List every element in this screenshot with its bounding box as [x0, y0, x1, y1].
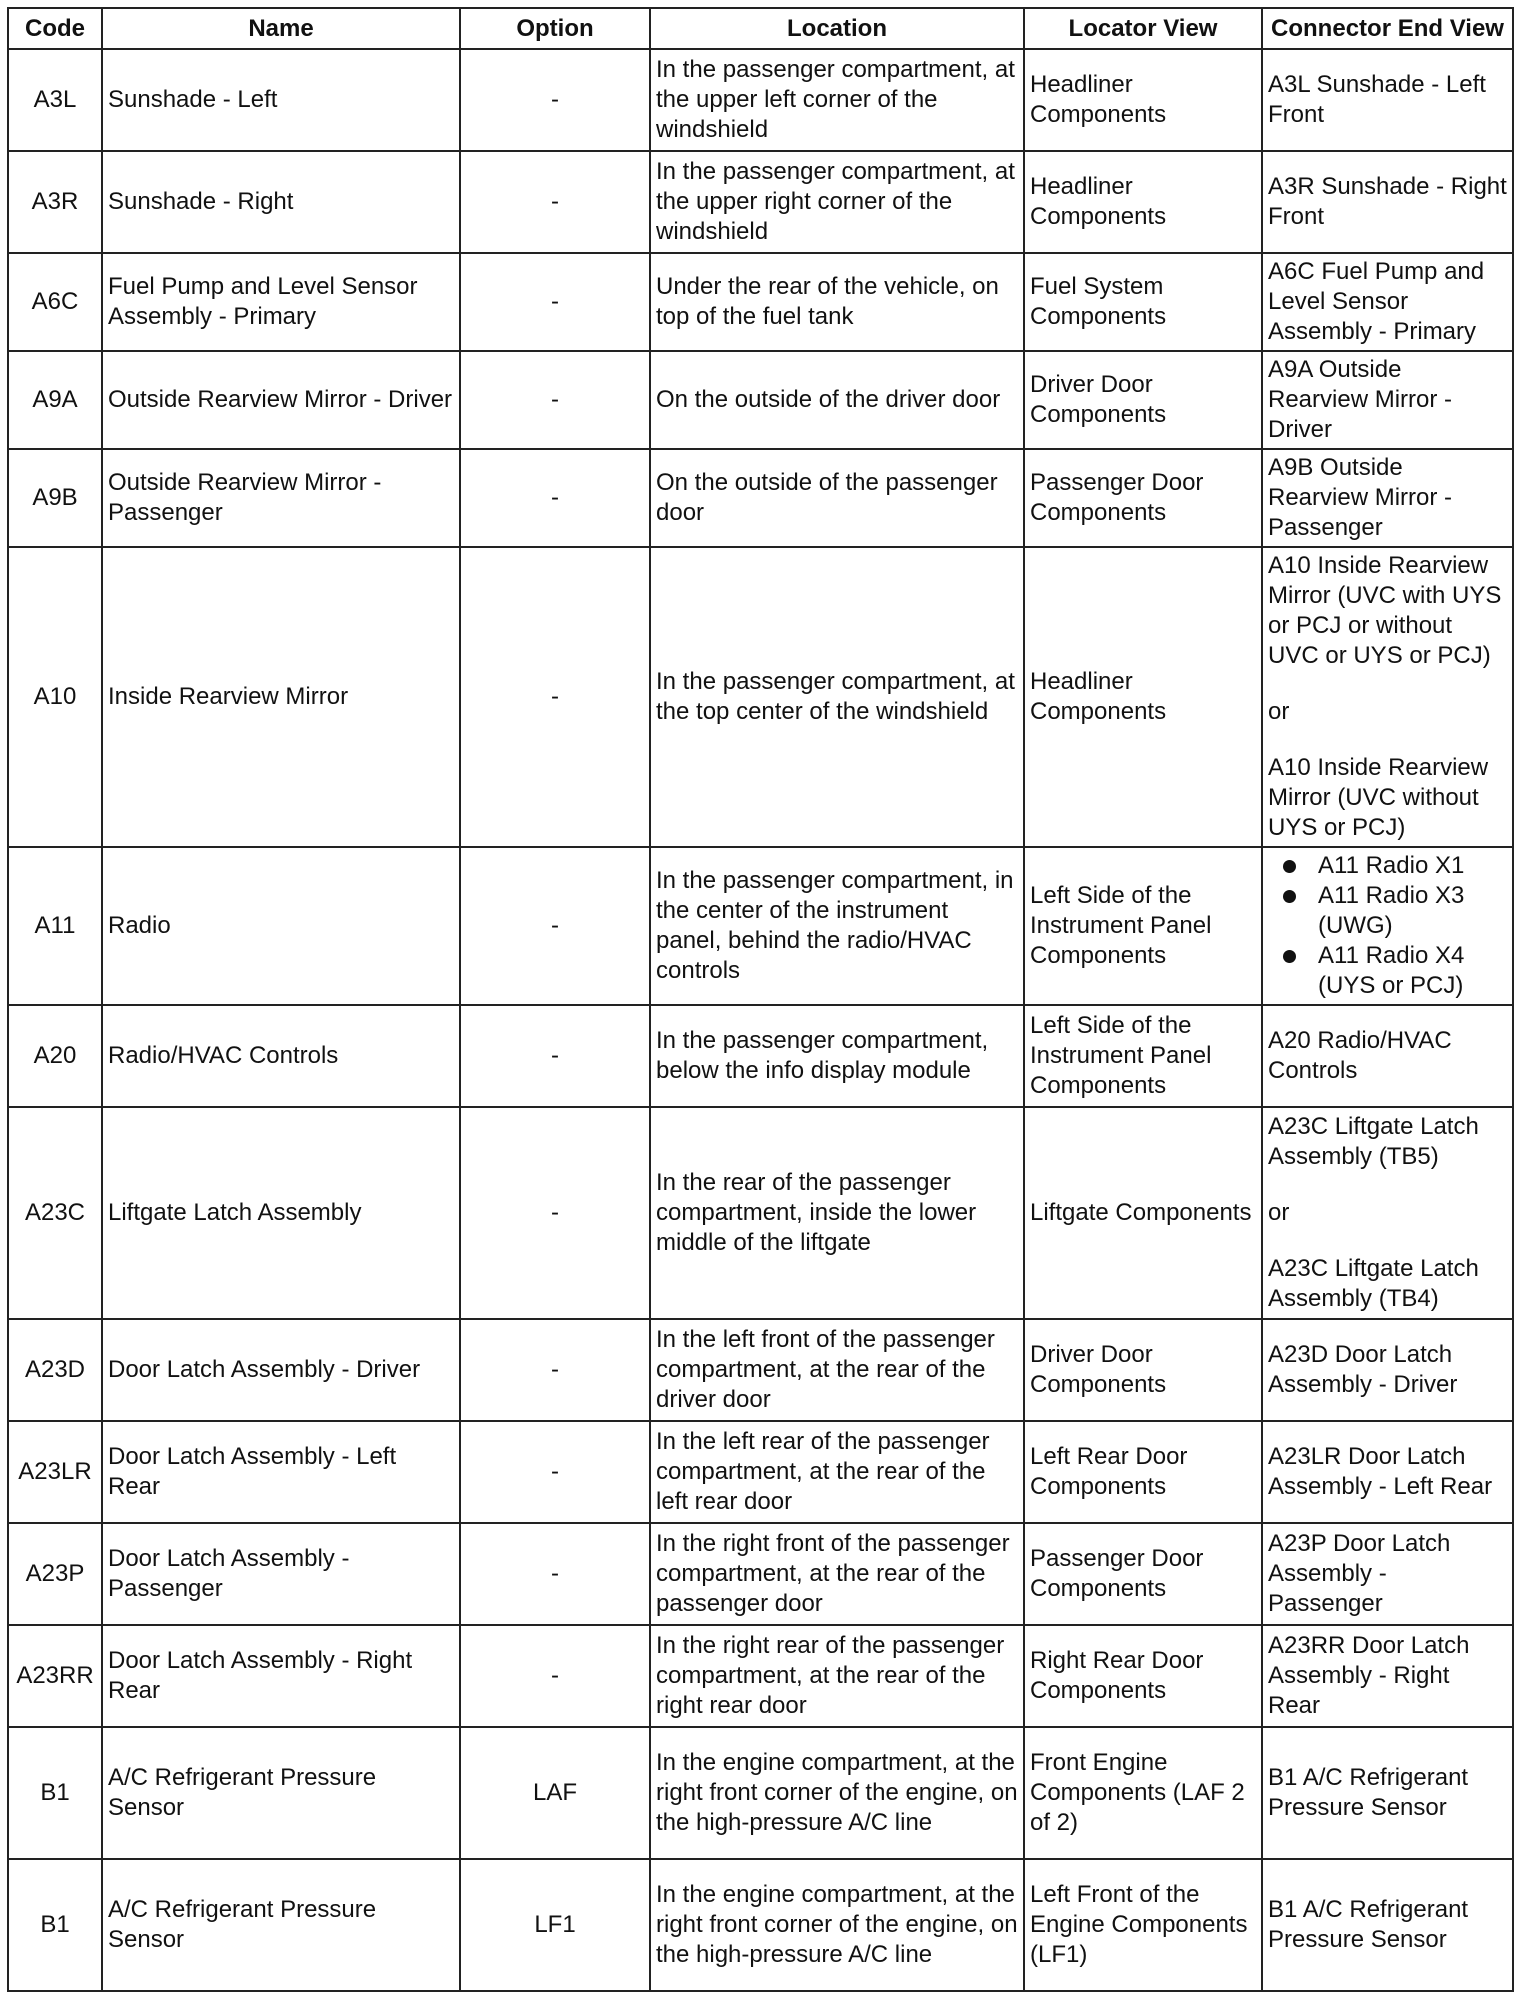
connector-end-view-cell	[1262, 1727, 1513, 1859]
bullet-icon	[1283, 860, 1296, 873]
name-cell: Outside Rearview Mirror - Passenger	[102, 449, 460, 547]
connector-end-view-cell	[1262, 351, 1513, 449]
name-cell: Outside Rearview Mirror - Driver	[102, 351, 460, 449]
location-cell: In the left rear of the passenger compartment, at the rear of the left rear door	[650, 1421, 1024, 1523]
table-row	[8, 449, 1513, 547]
connector-text: A3L Sunshade - Left Front	[1268, 71, 1486, 128]
name-cell: Fuel Pump and Level Sensor Assembly - Primary	[102, 253, 460, 351]
connector-text: A10 Inside Rearview Mirror (UVC with UYS or PCJ or without UVC or UYS or PCJ)	[1268, 552, 1502, 669]
locator-view-cell: Left Rear Door Components	[1024, 1421, 1262, 1523]
code-cell: A20	[8, 1005, 102, 1107]
connector-text: A20 Radio/HVAC Controls	[1268, 1027, 1452, 1084]
option-cell: -	[460, 49, 650, 151]
code-cell: A23RR	[8, 1625, 102, 1727]
connector-end-view-cell	[1262, 1005, 1513, 1107]
connector-end-view-cell	[1262, 547, 1513, 847]
locator-view-cell: Left Front of the Engine Components (LF1)	[1024, 1859, 1262, 1991]
locator-view-cell: Left Side of the Instrument Panel Components	[1024, 847, 1262, 1005]
name-cell: Door Latch Assembly - Right Rear	[102, 1625, 460, 1727]
name-cell: Radio	[102, 847, 460, 1005]
connector-end-view-cell	[1262, 1319, 1513, 1421]
header-code: Code	[8, 8, 102, 49]
connector-text: A9B Outside Rearview Mirror - Passenger	[1268, 454, 1453, 541]
name-cell: A/C Refrigerant Pressure Sensor	[102, 1727, 460, 1859]
table-row	[8, 1727, 1513, 1859]
paragraph-gap	[1268, 1228, 1507, 1254]
code-cell: A23P	[8, 1523, 102, 1625]
code-cell: A3R	[8, 151, 102, 253]
name-cell: Door Latch Assembly - Left Rear	[102, 1421, 460, 1523]
connector-end-view-cell	[1262, 1625, 1513, 1727]
header-location: Location	[650, 8, 1024, 49]
option-cell: -	[460, 151, 650, 253]
option-cell: -	[460, 1523, 650, 1625]
name-cell: Door Latch Assembly - Driver	[102, 1319, 460, 1421]
name-cell: Inside Rearview Mirror	[102, 547, 460, 847]
connector-text: A23P Door Latch Assembly - Passenger	[1268, 1530, 1451, 1617]
connector-end-view-cell	[1262, 449, 1513, 547]
table-row	[8, 547, 1513, 847]
table-row	[8, 151, 1513, 253]
table-row	[8, 1625, 1513, 1727]
connector-end-view-cell	[1262, 1859, 1513, 1991]
location-cell: On the outside of the driver door	[650, 351, 1024, 449]
connector-text: A9A Outside Rearview Mirror - Driver	[1268, 356, 1453, 443]
option-cell: -	[460, 1625, 650, 1727]
connector-bullet-text: A11 Radio X1	[1318, 852, 1465, 879]
code-cell: A9A	[8, 351, 102, 449]
option-cell: -	[460, 1005, 650, 1107]
connector-bullet-item	[1268, 881, 1507, 941]
code-cell: A6C	[8, 253, 102, 351]
paragraph-gap	[1268, 727, 1507, 753]
connector-end-view-cell	[1262, 151, 1513, 253]
location-cell: On the outside of the passenger door	[650, 449, 1024, 547]
connector-text: A6C Fuel Pump and Level Sensor Assembly - Primary	[1268, 258, 1485, 345]
locator-view-cell: Headliner Components	[1024, 49, 1262, 151]
location-cell: In the passenger compartment, below the info display module	[650, 1005, 1024, 1107]
connector-text: or	[1268, 698, 1290, 725]
name-cell: Sunshade - Left	[102, 49, 460, 151]
header-name: Name	[102, 8, 460, 49]
locator-view-cell: Front Engine Components (LAF 2 of 2)	[1024, 1727, 1262, 1859]
component-locator-table	[7, 7, 1514, 1992]
locator-view-cell: Left Side of the Instrument Panel Components	[1024, 1005, 1262, 1107]
table-body	[8, 49, 1513, 1991]
code-cell: A9B	[8, 449, 102, 547]
connector-end-view-cell	[1262, 253, 1513, 351]
header-locator-view: Locator View	[1024, 8, 1262, 49]
connector-text: A23LR Door Latch Assembly - Left Rear	[1268, 1443, 1493, 1500]
code-cell: A11	[8, 847, 102, 1005]
option-cell: -	[460, 1319, 650, 1421]
location-cell: In the right rear of the passenger compartment, at the rear of the right rear door	[650, 1625, 1024, 1727]
location-cell: In the passenger compartment, at the top center of the windshield	[650, 547, 1024, 847]
name-cell: Sunshade - Right	[102, 151, 460, 253]
connector-text: A23C Liftgate Latch Assembly (TB5)	[1268, 1113, 1479, 1170]
locator-view-cell: Right Rear Door Components	[1024, 1625, 1262, 1727]
locator-view-cell: Driver Door Components	[1024, 1319, 1262, 1421]
table-row	[8, 1107, 1513, 1319]
connector-bullet-item	[1268, 851, 1507, 881]
connector-end-view-cell	[1262, 847, 1513, 1005]
locator-view-cell: Headliner Components	[1024, 547, 1262, 847]
locator-view-cell: Liftgate Components	[1024, 1107, 1262, 1319]
location-cell: In the engine compartment, at the right front corner of the engine, on the high-pressure A/C line	[650, 1727, 1024, 1859]
code-cell: B1	[8, 1727, 102, 1859]
connector-end-view-cell	[1262, 1107, 1513, 1319]
location-cell: Under the rear of the vehicle, on top of the fuel tank	[650, 253, 1024, 351]
locator-view-cell: Fuel System Components	[1024, 253, 1262, 351]
option-cell: -	[460, 449, 650, 547]
connector-text: A23RR Door Latch Assembly - Right Rear	[1268, 1632, 1470, 1719]
connector-text: A3R Sunshade - Right Front	[1268, 173, 1507, 230]
location-cell: In the left front of the passenger compartment, at the rear of the driver door	[650, 1319, 1024, 1421]
connector-text: A23C Liftgate Latch Assembly (TB4)	[1268, 1255, 1479, 1312]
connector-text: B1 A/C Refrigerant Pressure Sensor	[1268, 1764, 1469, 1821]
table-row	[8, 351, 1513, 449]
connector-text: A23D Door Latch Assembly - Driver	[1268, 1341, 1458, 1398]
locator-view-cell: Passenger Door Components	[1024, 449, 1262, 547]
location-cell: In the passenger compartment, at the upper right corner of the windshield	[650, 151, 1024, 253]
table-row	[8, 253, 1513, 351]
location-cell: In the passenger compartment, at the upper left corner of the windshield	[650, 49, 1024, 151]
name-cell: Radio/HVAC Controls	[102, 1005, 460, 1107]
connector-end-view-cell	[1262, 49, 1513, 151]
location-cell: In the right front of the passenger compartment, at the rear of the passenger door	[650, 1523, 1024, 1625]
location-cell: In the passenger compartment, in the center of the instrument panel, behind the radio/HVAC controls	[650, 847, 1024, 1005]
code-cell: A23C	[8, 1107, 102, 1319]
option-cell: LAF	[460, 1727, 650, 1859]
connector-bullet-text: A11 Radio X3 (UWG)	[1318, 882, 1465, 939]
table-row	[8, 847, 1513, 1005]
option-cell: -	[460, 847, 650, 1005]
connector-bullet-item	[1268, 941, 1507, 1001]
option-cell: -	[460, 547, 650, 847]
connector-bullet-list	[1268, 851, 1507, 1001]
option-cell: -	[460, 253, 650, 351]
locator-view-cell: Passenger Door Components	[1024, 1523, 1262, 1625]
location-cell: In the engine compartment, at the right front corner of the engine, on the high-pressure A/C line	[650, 1859, 1024, 1991]
component-locator-table-page	[7, 7, 1512, 1992]
option-cell: -	[460, 351, 650, 449]
option-cell: LF1	[460, 1859, 650, 1991]
paragraph-gap	[1268, 671, 1507, 697]
table-row	[8, 1005, 1513, 1107]
locator-view-cell: Driver Door Components	[1024, 351, 1262, 449]
code-cell: A23D	[8, 1319, 102, 1421]
table-row	[8, 1319, 1513, 1421]
code-cell: B1	[8, 1859, 102, 1991]
connector-end-view-cell	[1262, 1421, 1513, 1523]
name-cell: A/C Refrigerant Pressure Sensor	[102, 1859, 460, 1991]
header-row	[8, 8, 1513, 49]
header-option: Option	[460, 8, 650, 49]
locator-view-cell: Headliner Components	[1024, 151, 1262, 253]
name-cell: Door Latch Assembly - Passenger	[102, 1523, 460, 1625]
table-row	[8, 1421, 1513, 1523]
option-cell: -	[460, 1107, 650, 1319]
table-row	[8, 1523, 1513, 1625]
table-row	[8, 1859, 1513, 1991]
code-cell: A10	[8, 547, 102, 847]
paragraph-gap	[1268, 1172, 1507, 1198]
connector-end-view-cell	[1262, 1523, 1513, 1625]
bullet-icon	[1283, 890, 1296, 903]
connector-text: B1 A/C Refrigerant Pressure Sensor	[1268, 1896, 1469, 1953]
bullet-icon	[1283, 950, 1296, 963]
header-connector-end-view: Connector End View	[1262, 8, 1513, 49]
code-cell: A3L	[8, 49, 102, 151]
connector-text: A10 Inside Rearview Mirror (UVC without UYS or PCJ)	[1268, 754, 1489, 841]
table-row	[8, 49, 1513, 151]
option-cell: -	[460, 1421, 650, 1523]
name-cell: Liftgate Latch Assembly	[102, 1107, 460, 1319]
code-cell: A23LR	[8, 1421, 102, 1523]
location-cell: In the rear of the passenger compartment, inside the lower middle of the liftgate	[650, 1107, 1024, 1319]
connector-bullet-text: A11 Radio X4 (UYS or PCJ)	[1318, 942, 1465, 999]
connector-text: or	[1268, 1199, 1290, 1226]
